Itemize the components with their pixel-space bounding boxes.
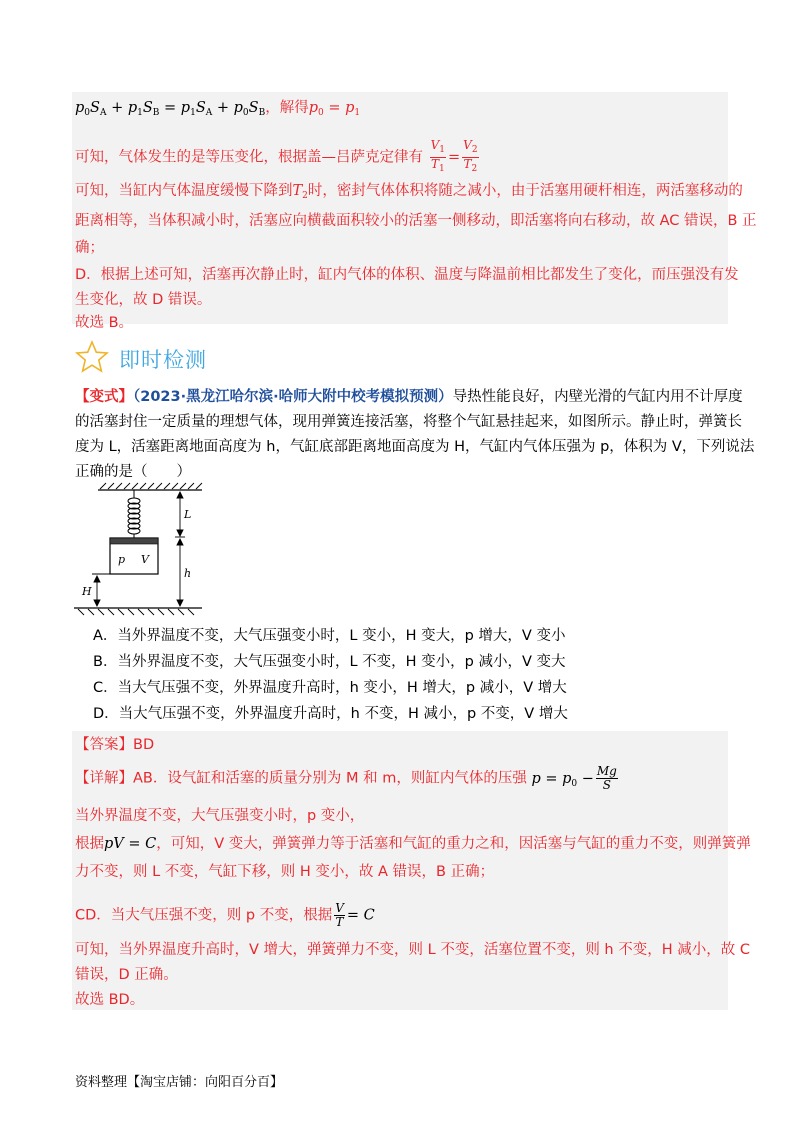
detail-line-8: 故选 BD。 [75,992,145,1008]
detail-line-4: 力不变，则 L 不变，气缸下移，则 H 变小，故 A 错误，B 正确； [75,864,495,880]
question-source: （2023·黑龙江哈尔滨·哈师大附中校考模拟预测） [133,389,453,405]
solve-result: $p_0 = p_1$ [308,100,361,118]
footer-text: 资料整理【淘宝店铺：向阳百分百】 [75,1075,284,1090]
pressure-equation: $p = p_0$ − [531,770,594,789]
question-line-3: 度为 L，活塞距离地面高度为 h，气缸底部距离地面高度为 H，气缸内气体压强为 p，体积为 V，下列说法 [75,439,755,455]
option-a: A．当外界温度不变，大气压强变小时，L 变小，H 变大，p 增大，V 变小 [93,628,566,644]
cylinder-spring-figure [70,478,220,618]
charles-fraction: $\frac{V}{T}$ [335,901,344,929]
detail-line-1: 【详解】AB．设气缸和活塞的质量分别为 M 和 m，则缸内气体的压强 $p = p_0$ − $\frac{Mg}{S}$ [75,764,617,792]
top-line-7: 生变化，故 D 错误。 [75,292,212,308]
label-h: h [184,567,192,580]
top-line-3: 可知，当缸内气体温度缓慢下降到$T_2$时，密封气体体积将随之减小，由于活塞用硬杆相连，两活塞移动的 [75,183,743,201]
variant-tag: 【变式】 [75,389,133,405]
solve-text: ，解得 [265,100,309,116]
gay-lussac-fraction-right: $\frac{V_2}{T_2}$ [463,138,478,174]
svg-text:p: p [118,553,126,566]
label-H: H [82,585,92,598]
detail-line-3: 根据pV = C，可知，V 变大，弹簧弹力等于活塞和气缸的重力之和，因活塞与气缸的重力不变，则弹簧弹 [75,836,751,852]
detail-line-7: 错误，D 正确。 [75,967,178,983]
top-line-5: 确； [75,240,104,256]
option-c: C．当大气压强不变，外界温度升高时，h 变小，H 增大，p 减小，V 增大 [93,680,567,696]
top-line-2: 可知，气体发生的是等压变化，根据盖—吕萨克定律有 $\frac{V_1}{T_1}$ = $\frac{V_2}{T_2}$ [75,138,478,174]
question-line-2: 的活塞封住一定质量的理想气体，现用弹簧连接活塞，将整个气缸悬挂起来，如图所示。静止时，弹簧长 [75,414,742,430]
detail-line-5: CD．当大气压强不变，则 p 不变，根据 $\frac{V}{T}$ = C [75,901,375,929]
label-L: L [184,508,192,521]
top-line-4: 距离相等，当体积减小时，活塞应向横截面积较小的活塞一侧移动，即活塞将向右移动，故 AC 错误，B 正 [75,213,757,229]
answer-label: 【答案】BD [75,737,155,753]
top-line-6: D．根据上述可知，活塞再次静止时，缸内气体的体积、温度与降温前相比都发生了变化，而压强没有发 [75,267,739,283]
option-d: D．当大气压强不变，外界温度升高时，h 不变，H 减小，p 不变，V 增大 [93,706,568,722]
option-b: B．当外界温度不变，大气压强变小时，L 不变，H 变小，p 减小，V 变大 [93,654,566,670]
detail-line-2: 当外界温度不变，大气压强变小时，p 变小， [75,808,365,824]
top-line-8: 故选 B。 [75,315,134,331]
detail-line-6: 可知，当外界温度升高时，V 增大，弹簧弹力不变，则 L 不变，活塞位置不变，则 h 不变，H 减小，故 C [75,942,750,958]
section-title: 即时检测 [119,348,207,372]
pressure-fraction: $\frac{Mg}{S}$ [596,764,617,792]
gay-lussac-fraction-left: $\frac{V_1}{T_1}$ [430,138,446,174]
section-header [75,340,275,374]
svg-text:V: V [141,553,149,566]
momentum-equation: $p_0S_A + p_1S_B = p_1S_A + p_0S_B$ [75,100,266,118]
temperature-t2: $T_2$ [292,183,308,201]
question-line-4: 正确的是（ ） [75,464,191,480]
star-icon [75,340,109,378]
top-equation-line [75,98,360,123]
boyle-equation: pV = C [104,836,157,852]
question-line-1: 【变式】（2023·黑龙江哈尔滨·哈师大附中校考模拟预测）导热性能良好，内壁光滑的气缸内用不计厚度 [75,389,743,405]
